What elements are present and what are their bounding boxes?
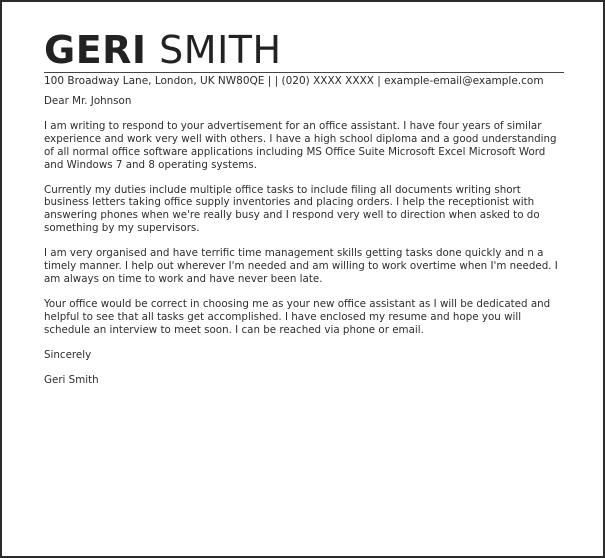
signature: Geri Smith (44, 373, 99, 386)
paragraph-3: I am very organised and have terrific time management skills getting tasks done quickly and n a timely manner. I help out wherever I'm needed and am willing to work overtime when I'm needed. I am always on time to work and have never been late. (44, 247, 558, 285)
paragraph-4: Your office would be correct in choosing me as your new office assistant as I will be dedicated and helpful to see that all tasks get accomplished. I have enclosed my resume and hope you will schedule an interview to meet soon. I can be reached via phone or email. (44, 297, 551, 336)
closing: Sincerely (44, 348, 92, 361)
contact-line: 100 Broadway Lane, London, UK NW80QE | | (020) XXXX XXXX | example-email@example.com (44, 72, 564, 88)
letter-body (44, 95, 564, 398)
paragraph-2: Currently my duties include multiple office tasks to include filing all documents writing short business letters taking office supply inventories and placing orders. I help the receptionist with answering phones when we're really busy and I respond very well to direction when asked to do something by my supervisors. (44, 183, 540, 235)
salutation: Dear Mr. Johnson (44, 95, 132, 107)
paragraph-1: I am writing to respond to your advertisement for an office assistant. I have four years of similar experience and work very well with others. I have a high school diploma and a good understanding of all normal office software applications including MS Office Suite Microsoft Excel Microsoft Word and Windows 7 and 8 operating systems. (44, 119, 557, 171)
sender-first-name: GERI (44, 28, 147, 72)
sender-last-name: SMITH (159, 28, 282, 72)
sender-name (44, 28, 282, 72)
